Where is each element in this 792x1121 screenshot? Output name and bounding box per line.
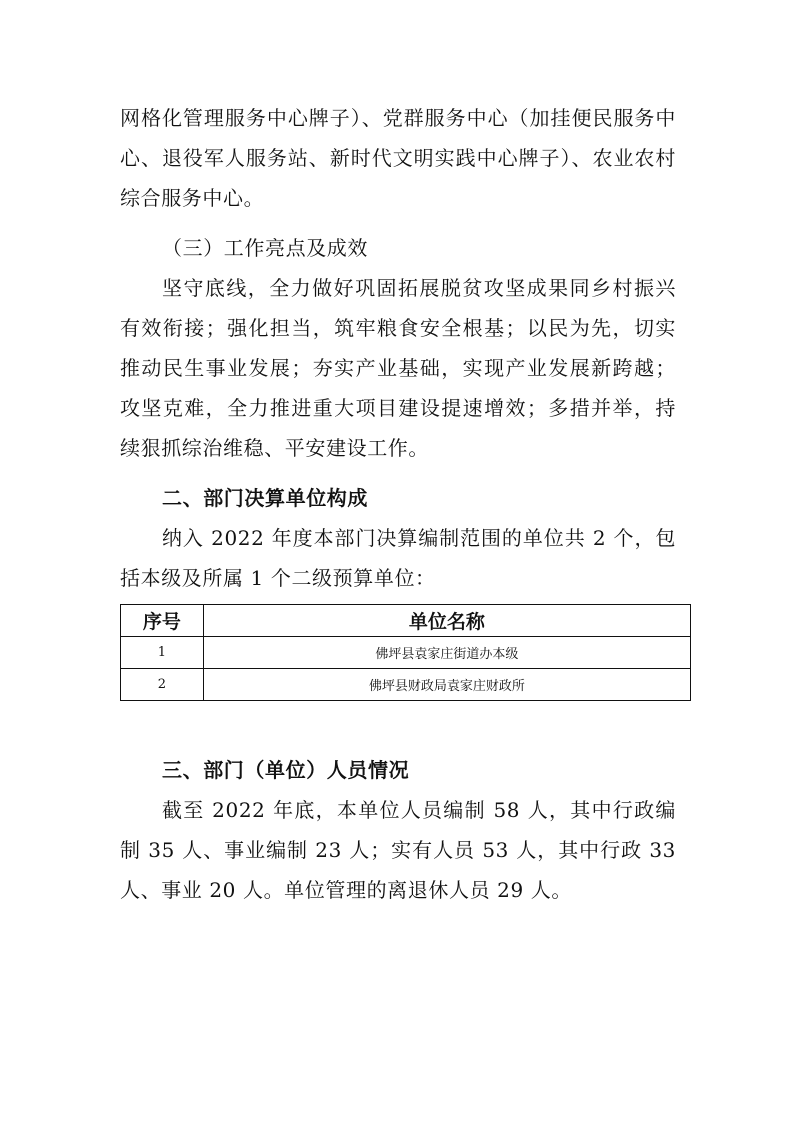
- table-cell-unit-name: 佛坪县袁家庄街道办本级: [203, 637, 690, 669]
- subsection3-body: 坚守底线，全力做好巩固拓展脱贫攻坚成果同乡村振兴有效衔接；强化担当，筑牢粮食安全根基；以民为先，切实推动民生事业发展；夯实产业基础，实现产业发展新跨越；攻坚克难，全力推进重大项目建设提速增效；多措并举，持续狠抓综治维稳、平安建设工作。: [120, 276, 676, 460]
- table-header-row: [121, 605, 691, 637]
- section3-body: 截至 2022 年底，本单位人员编制 58 人，其中行政编制 35 人、事业编制 23 人；实有人员 53 人，其中行政 33 人、事业 20 人。单位管理的离退休人员 29 人。: [120, 798, 676, 902]
- section2-body: 纳入 2022 年度本部门决算编制范围的单位共 2 个，包括本级及所属 1 个二级预算单位：: [120, 526, 676, 590]
- section1-paragraph-continued: 网格化管理服务中心牌子）、党群服务中心（加挂便民服务中心、退役军人服务站、新时代文明实践中心牌子）、农业农村综合服务中心。: [120, 106, 676, 210]
- table-row: [121, 637, 691, 669]
- column-header-index: 序号: [121, 605, 204, 637]
- subsection3-heading: （三）工作亮点及成效: [162, 236, 368, 260]
- column-header-unit-name: 单位名称: [203, 605, 690, 637]
- table-cell-unit-name: 佛坪县财政局袁家庄财政所: [203, 669, 690, 701]
- section2-heading: 二、部门决算单位构成: [162, 486, 368, 510]
- unit-table: [120, 604, 691, 701]
- table-cell-index: 1: [121, 637, 204, 669]
- table-row: [121, 669, 691, 701]
- section3-heading: 三、部门（单位）人员情况: [162, 758, 410, 782]
- table-cell-index: 2: [121, 669, 204, 701]
